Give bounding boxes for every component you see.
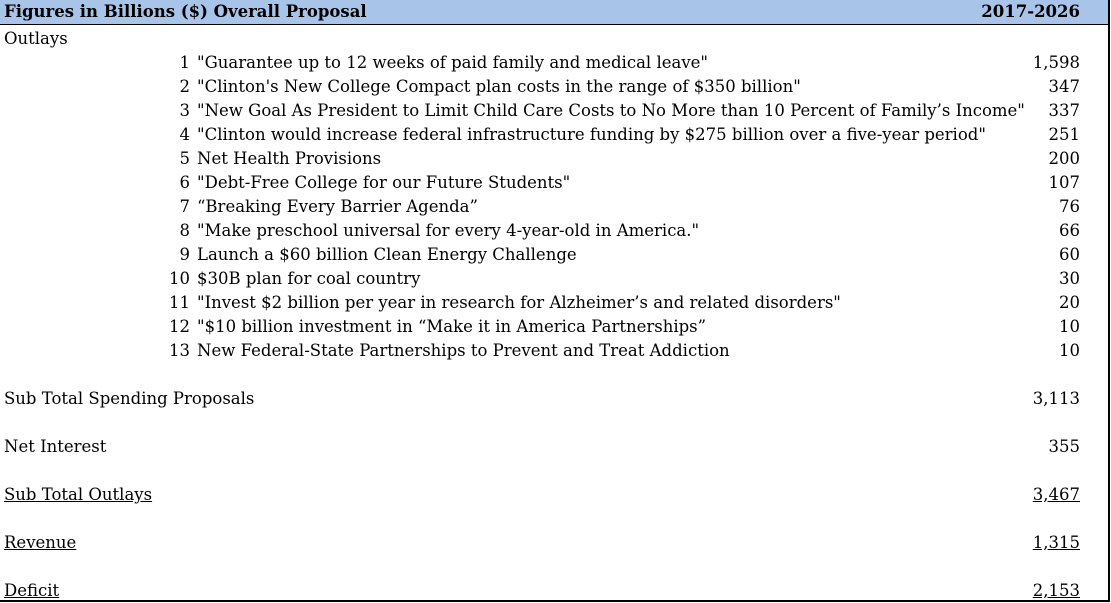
table-row (0, 339, 1108, 363)
item-description: "$10 billion investment in “Make it in America Partnerships” (197, 317, 707, 336)
revenue-row (0, 531, 1108, 555)
item-description: "Debt-Free College for our Future Students" (197, 173, 571, 192)
item-description: Net Health Provisions (197, 149, 382, 168)
deficit-value: 2,153 (1032, 581, 1080, 600)
item-description: "Clinton would increase federal infrastructure funding by $275 billion over a five-year period" (197, 125, 986, 144)
item-value: 107 (1048, 173, 1080, 192)
section-row (0, 27, 1108, 51)
item-value: 347 (1048, 77, 1080, 96)
item-number: 11 (169, 293, 190, 312)
table-row (0, 171, 1108, 195)
deficit-label: Deficit (4, 581, 60, 600)
table-row (0, 51, 1108, 75)
item-value: 251 (1048, 125, 1080, 144)
table-row (0, 291, 1108, 315)
item-value: 200 (1048, 149, 1080, 168)
subtotal-outlays-value: 3,467 (1032, 485, 1080, 504)
item-description: "New Goal As President to Limit Child Care Costs to No More than 10 Percent of Family’s Income" (197, 101, 1025, 120)
subtotal-outlays-row (0, 483, 1108, 507)
item-value: 30 (1059, 269, 1080, 288)
item-number: 3 (179, 101, 190, 120)
item-number: 1 (179, 53, 190, 72)
item-value: 60 (1059, 245, 1080, 264)
item-description: “Breaking Every Barrier Agenda” (197, 197, 478, 216)
item-number: 6 (179, 173, 190, 192)
item-value: 10 (1059, 341, 1080, 360)
item-number: 10 (169, 269, 190, 288)
item-value: 66 (1059, 221, 1080, 240)
item-value: 20 (1059, 293, 1080, 312)
revenue-value: 1,315 (1032, 533, 1080, 552)
table-row (0, 219, 1108, 243)
item-number: 7 (179, 197, 190, 216)
revenue-label: Revenue (4, 533, 77, 552)
subtotal-outlays-label: Sub Total Outlays (4, 485, 153, 504)
item-value: 76 (1059, 197, 1080, 216)
item-number: 8 (179, 221, 190, 240)
table-row (0, 123, 1108, 147)
item-description: "Clinton's New College Compact plan costs in the range of $350 billion" (197, 77, 801, 96)
subtotal-spending-row (0, 387, 1108, 411)
section-label: Outlays (4, 29, 68, 48)
item-description: "Guarantee up to 12 weeks of paid family and medical leave" (197, 53, 708, 72)
header-label: Figures in Billions ($) Overall Proposal (4, 2, 367, 21)
table-row (0, 315, 1108, 339)
item-number: 2 (179, 77, 190, 96)
header-row (0, 0, 1108, 25)
table-row (0, 195, 1108, 219)
item-number: 13 (169, 341, 190, 360)
table-row (0, 75, 1108, 99)
table-row (0, 267, 1108, 291)
item-value: 337 (1048, 101, 1080, 120)
net-interest-label: Net Interest (4, 437, 107, 456)
net-interest-row (0, 435, 1108, 459)
table-row (0, 243, 1108, 267)
net-interest-value: 355 (1048, 437, 1080, 456)
item-value: 1,598 (1032, 53, 1080, 72)
item-description: "Make preschool universal for every 4-year-old in America." (197, 221, 700, 240)
item-number: 5 (179, 149, 190, 168)
subtotal-spending-value: 3,113 (1032, 389, 1080, 408)
item-number: 9 (179, 245, 190, 264)
item-number: 12 (169, 317, 190, 336)
item-description: "Invest $2 billion per year in research for Alzheimer’s and related disorders" (197, 293, 841, 312)
deficit-row (0, 579, 1108, 602)
header-years: 2017-2026 (981, 2, 1080, 21)
item-description: Launch a $60 billion Clean Energy Challenge (197, 245, 577, 264)
item-number: 4 (179, 125, 190, 144)
table-row (0, 99, 1108, 123)
item-description: New Federal-State Partnerships to Prevent and Treat Addiction (197, 341, 730, 360)
subtotal-spending-label: Sub Total Spending Proposals (4, 389, 255, 408)
item-value: 10 (1059, 317, 1080, 336)
item-description: $30B plan for coal country (197, 269, 421, 288)
table-row (0, 147, 1108, 171)
